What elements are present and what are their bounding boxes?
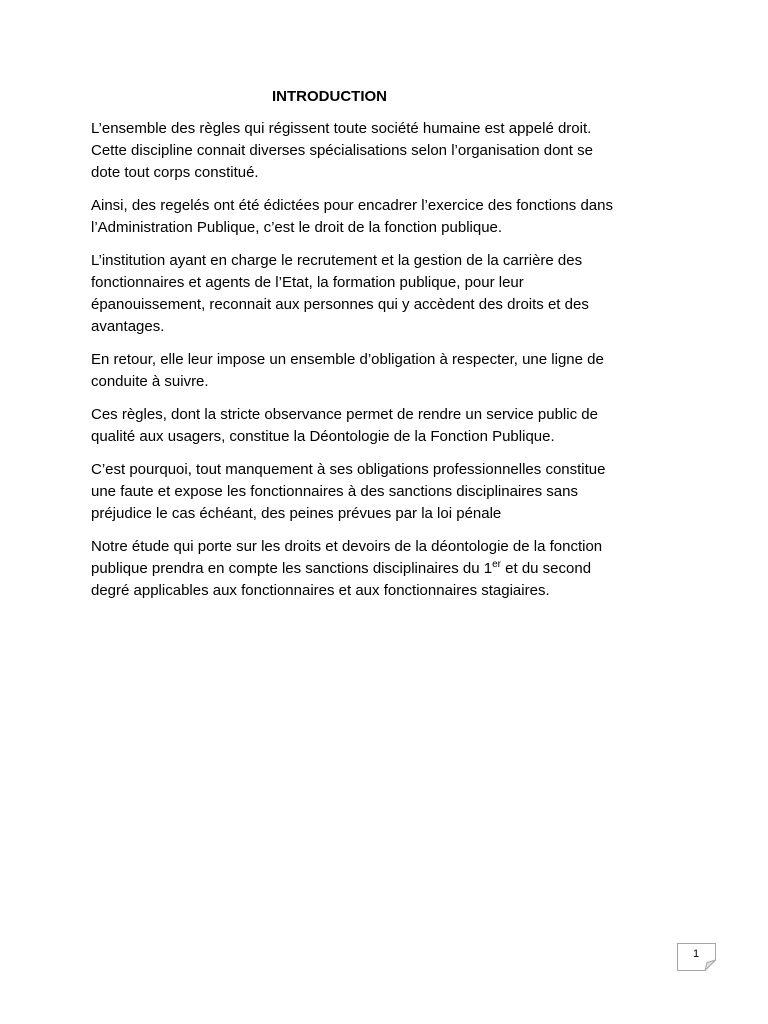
paragraph-2 [91, 195, 711, 239]
text-line: une faute et expose les fonctionnaires à des sanctions disciplinaires sans [91, 483, 578, 500]
text-segment: et du second [500, 560, 592, 577]
superscript-ordinal: er [492, 559, 501, 570]
text-line: Ces règles, dont la stricte observance permet de rendre un service public de [91, 406, 598, 423]
text-line: C’est pourquoi, tout manquement à ses obligations professionnelles constitue [91, 461, 606, 478]
paragraph-4 [91, 349, 711, 393]
text-line: degré applicables aux fonctionnaires et aux fonctionnaires stagiaires. [91, 582, 550, 599]
paragraph-7 [91, 536, 711, 602]
text-line: L’ensemble des règles qui régissent toute société humaine est appelé droit. [91, 120, 592, 137]
page-number: 1 [692, 948, 700, 960]
text-line: épanouissement, reconnait aux personnes qui y accèdent des droits et des [91, 296, 589, 313]
text-line: fonctionnaires et agents de l’Etat, la formation publique, pour leur [91, 274, 524, 291]
paragraph-1 [91, 118, 711, 184]
text-line: En retour, elle leur impose un ensemble d’obligation à respecter, une ligne de [91, 351, 604, 368]
text-line: qualité aux usagers, constitue la Déontologie de la Fonction Publique. [91, 428, 555, 445]
text-line: conduite à suivre. [91, 373, 209, 390]
text-line: préjudice le cas échéant, des peines prévues par la loi pénale [91, 505, 502, 522]
paragraph-6 [91, 459, 711, 525]
document-body [91, 86, 711, 613]
text-line: Ainsi, des regelés ont été édictées pour encadrer l’exercice des fonctions dans [91, 197, 613, 214]
text-segment: publique prendra en compte les sanctions disciplinaires du 1 [91, 560, 493, 577]
paragraph-5 [91, 404, 711, 448]
paragraph-3 [91, 250, 711, 338]
text-line: Cette discipline connait diverses spécialisations selon l’organisation dont se [91, 142, 593, 159]
page-number-box [677, 943, 716, 971]
text-line: Notre étude qui porte sur les droits et devoirs de la déontologie de la fonction [91, 538, 603, 555]
text-line: dote tout corps constitué. [91, 164, 259, 181]
text-line: avantages. [91, 318, 165, 335]
text-line: l’Administration Publique, c’est le droit de la fonction publique. [91, 219, 503, 236]
document-title: INTRODUCTION [272, 88, 387, 105]
text-line: L’institution ayant en charge le recrutement et la gestion de la carrière des [91, 252, 583, 269]
text-line [91, 558, 711, 580]
